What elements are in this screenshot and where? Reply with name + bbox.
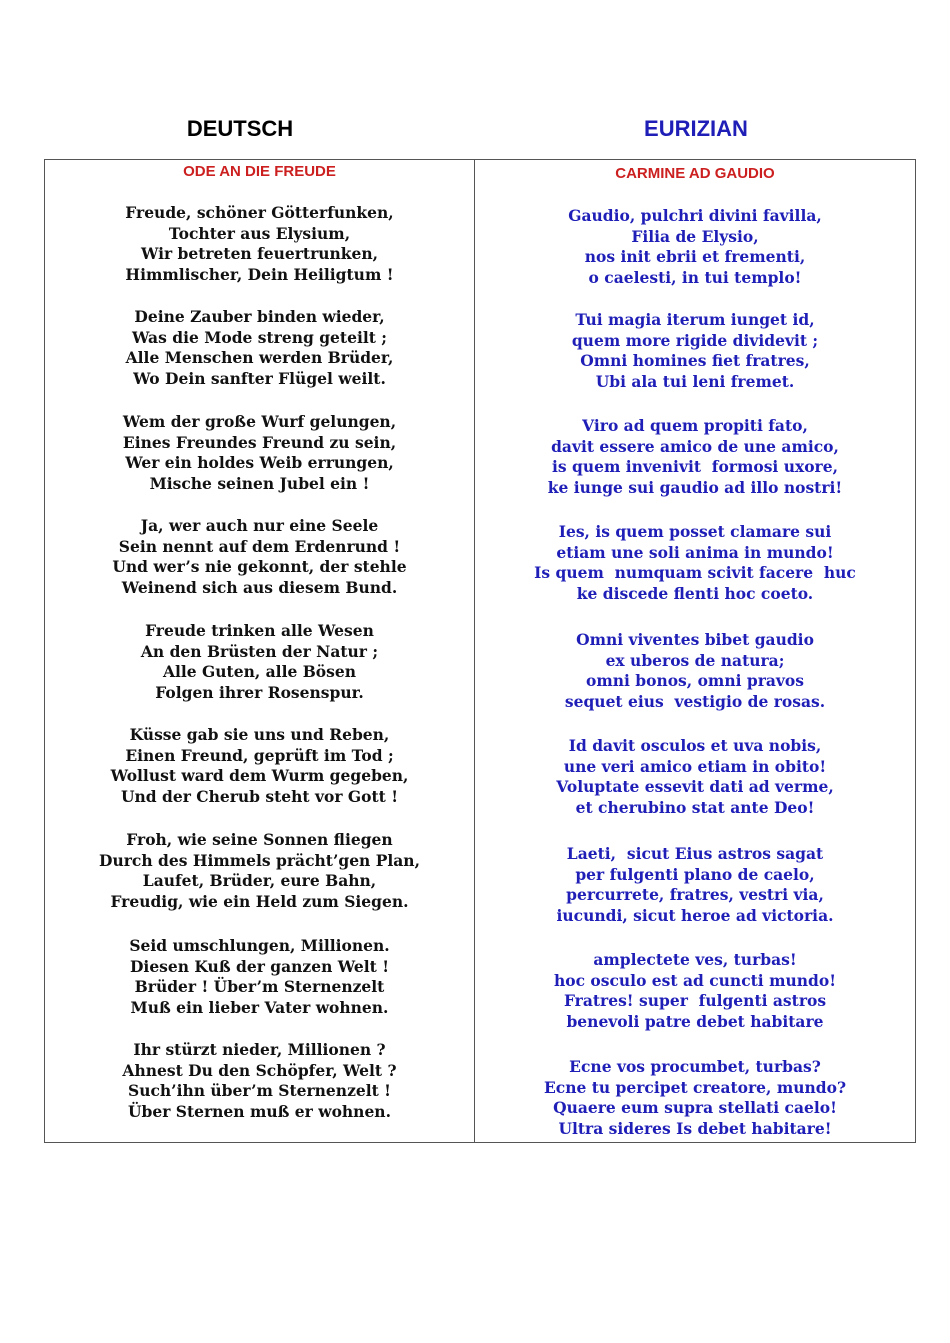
- eurizian-verse-line: sequet eius vestigio de rosas.: [564, 691, 826, 711]
- eurizian-verse-line: ke discede flenti hoc coeto.: [576, 583, 814, 603]
- german-verse-line: Mische seinen Jubel ein !: [149, 473, 370, 493]
- german-verse-line: Muß ein lieber Vater wohnen.: [130, 997, 389, 1017]
- german-verse-line: Freudig, wie ein Held zum Siegen.: [110, 891, 409, 911]
- german-verse-line: Freude, schöner Götterfunken,: [125, 203, 394, 222]
- german-verse-line: Eines Freundes Freund zu sein,: [122, 432, 397, 452]
- column-header-deutsch: DEUTSCH: [186, 116, 294, 141]
- german-verse-line: Deine Zauber binden wieder,: [134, 307, 385, 326]
- german-verse-line: Durch des Himmels prächt’gen Plan,: [99, 850, 420, 870]
- eurizian-verse-line: benevoli patre debet habitare: [566, 1011, 824, 1031]
- german-stanza: [45, 830, 474, 912]
- german-verse-line: Such’ihn über’m Sternenzelt !: [128, 1081, 391, 1101]
- eurizian-verse-line: Voluptate essevit dati ad verme,: [556, 777, 834, 797]
- eurizian-verse-line: Ecne tu percipet creatore, mundo?: [543, 1077, 847, 1097]
- eurizian-verse-line: quem more rigide dividevit ;: [571, 330, 819, 350]
- german-verse-line: Alle Menschen werden Brüder,: [125, 348, 394, 368]
- eurizian-verse-line: Ultra sideres Is debet habitare!: [558, 1118, 832, 1138]
- column-header-eurizian: EURIZIAN: [644, 116, 748, 141]
- german-verse-line: Einen Freund, geprüft im Tod ;: [125, 745, 394, 765]
- german-verse-line: Küsse gab sie uns und Reben,: [129, 725, 390, 744]
- eurizian-stanza: [475, 736, 915, 818]
- eurizian-verse-line: omni bonos, omni pravos: [585, 671, 804, 691]
- german-verse-line: Laufet, Brüder, eure Bahn,: [142, 871, 377, 891]
- eurizian-verse-line: iucundi, sicut heroe ad victoria.: [556, 905, 834, 925]
- german-verse-line: Weinend sich aus diesem Bund.: [121, 577, 398, 597]
- eurizian-stanza: [475, 416, 915, 498]
- german-verse-line: Wollust ward dem Wurm gegeben,: [110, 766, 409, 786]
- german-verse-line: Folgen ihrer Rosenspur.: [155, 682, 364, 702]
- eurizian-verse-line: Is quem numquam scivit facere huc: [534, 563, 856, 583]
- eurizian-stanza: [475, 844, 915, 926]
- eurizian-verse-line: davit essere amico de une amico,: [551, 436, 839, 456]
- german-verse-line: Brüder ! Über’m Sternenzelt: [134, 977, 385, 997]
- eurizian-verse-line: Fratres! super fulgenti astros: [563, 991, 827, 1011]
- eurizian-verse-line: Viro ad quem propiti fato,: [582, 416, 808, 435]
- german-verse-line: Wem der große Wurf gelungen,: [122, 412, 397, 431]
- eurizian-verse-line: Ies, is quem posset clamare sui: [558, 522, 832, 541]
- eurizian-verse-line: et cherubino stat ante Deo!: [575, 797, 815, 817]
- eurizian-stanza: [475, 950, 915, 1032]
- german-stanza: [45, 307, 474, 389]
- eurizian-verse-line: ke iunge sui gaudio ad illo nostri!: [547, 477, 843, 497]
- eurizian-verse-line: Ecne vos procumbet, turbas?: [569, 1057, 821, 1076]
- german-verse-line: Freude trinken alle Wesen: [145, 621, 374, 640]
- german-verse-line: An den Brüsten der Natur ;: [140, 641, 379, 661]
- german-stanza: [45, 1040, 474, 1122]
- eurizian-verse-line: Quaere eum supra stellati caelo!: [553, 1098, 837, 1118]
- german-verse-line: Tochter aus Elysium,: [168, 223, 351, 243]
- eurizian-verse-line: une veri amico etiam in obito!: [563, 756, 827, 776]
- german-verse-line: Ja, wer auch nur eine Seele: [140, 516, 379, 535]
- eurizian-stanza: [475, 522, 915, 604]
- german-stanza: [45, 725, 474, 807]
- german-verse-line: Und der Cherub steht vor Gott !: [121, 786, 398, 806]
- eurizian-verse-line: percurrete, fratres, vestri via,: [566, 885, 824, 905]
- german-verse-line: Wir betreten feuertrunken,: [140, 244, 379, 264]
- german-verse-line: Ahnest Du den Schöpfer, Welt ?: [122, 1060, 397, 1080]
- german-verse-line: Diesen Kuß der ganzen Welt !: [129, 956, 389, 976]
- eurizian-verse-line: Gaudio, pulchri divini favilla,: [568, 206, 822, 225]
- german-verse-line: Alle Guten, alle Bösen: [162, 662, 357, 682]
- eurizian-verse-line: Tui magia iterum iunget id,: [575, 310, 815, 329]
- eurizian-stanza: [475, 1057, 915, 1139]
- german-stanza: [45, 203, 474, 285]
- german-verse-line: Himmlischer, Dein Heiligtum !: [125, 264, 394, 284]
- german-verse-line: Seid umschlungen, Millionen.: [129, 936, 390, 955]
- german-verse-line: Wo Dein sanfter Flügel weilt.: [133, 368, 386, 388]
- eurizian-verse-line: Omni homines fiet fratres,: [580, 351, 810, 371]
- eurizian-verse-line: o caelesti, in tui templo!: [588, 267, 802, 287]
- german-verse-line: Froh, wie seine Sonnen fliegen: [126, 830, 393, 849]
- eurizian-verse-line: ex uberos de natura;: [605, 650, 785, 670]
- eurizian-verse-line: is quem invenivit formosi uxore,: [551, 457, 838, 477]
- german-stanza: [45, 516, 474, 598]
- german-verse-line: Über Sternen muß er wohnen.: [128, 1101, 391, 1121]
- german-stanza: [45, 621, 474, 703]
- german-verse-line: Wer ein holdes Weib errungen,: [125, 453, 394, 473]
- german-verse-line: Und wer’s nie gekonnt, der stehle: [112, 557, 407, 577]
- eurizian-stanza: [475, 630, 915, 712]
- eurizian-stanza: [475, 206, 915, 288]
- eurizian-verse-line: hoc osculo est ad cuncti mundo!: [553, 970, 837, 990]
- german-poem-title: ODE AN DIE FREUDE: [183, 163, 336, 180]
- german-verse-line: Sein nennt auf dem Erdenrund !: [118, 536, 401, 556]
- eurizian-verse-line: Id davit osculos et uva nobis,: [568, 736, 822, 755]
- eurizian-verse-line: amplectete ves, turbas!: [593, 950, 797, 969]
- german-verse-line: Ihr stürzt nieder, Millionen ?: [133, 1040, 386, 1059]
- eurizian-stanza: [475, 310, 915, 392]
- german-verse-line: Was die Mode streng geteilt ;: [132, 327, 387, 347]
- eurizian-verse-line: Ubi ala tui leni fremet.: [595, 371, 795, 391]
- eurizian-verse-line: Filia de Elysio,: [631, 226, 759, 246]
- german-stanza: [45, 936, 474, 1018]
- german-stanza: [45, 412, 474, 494]
- eurizian-verse-line: nos init ebrii et frementi,: [584, 247, 806, 267]
- eurizian-poem-title: CARMINE AD GAUDIO: [615, 165, 775, 182]
- eurizian-verse-line: Omni viventes bibet gaudio: [576, 630, 814, 649]
- eurizian-verse-line: Laeti, sicut Eius astros sagat: [566, 844, 824, 863]
- eurizian-verse-line: etiam une soli anima in mundo!: [556, 542, 834, 562]
- eurizian-verse-line: per fulgenti plano de caelo,: [575, 864, 815, 884]
